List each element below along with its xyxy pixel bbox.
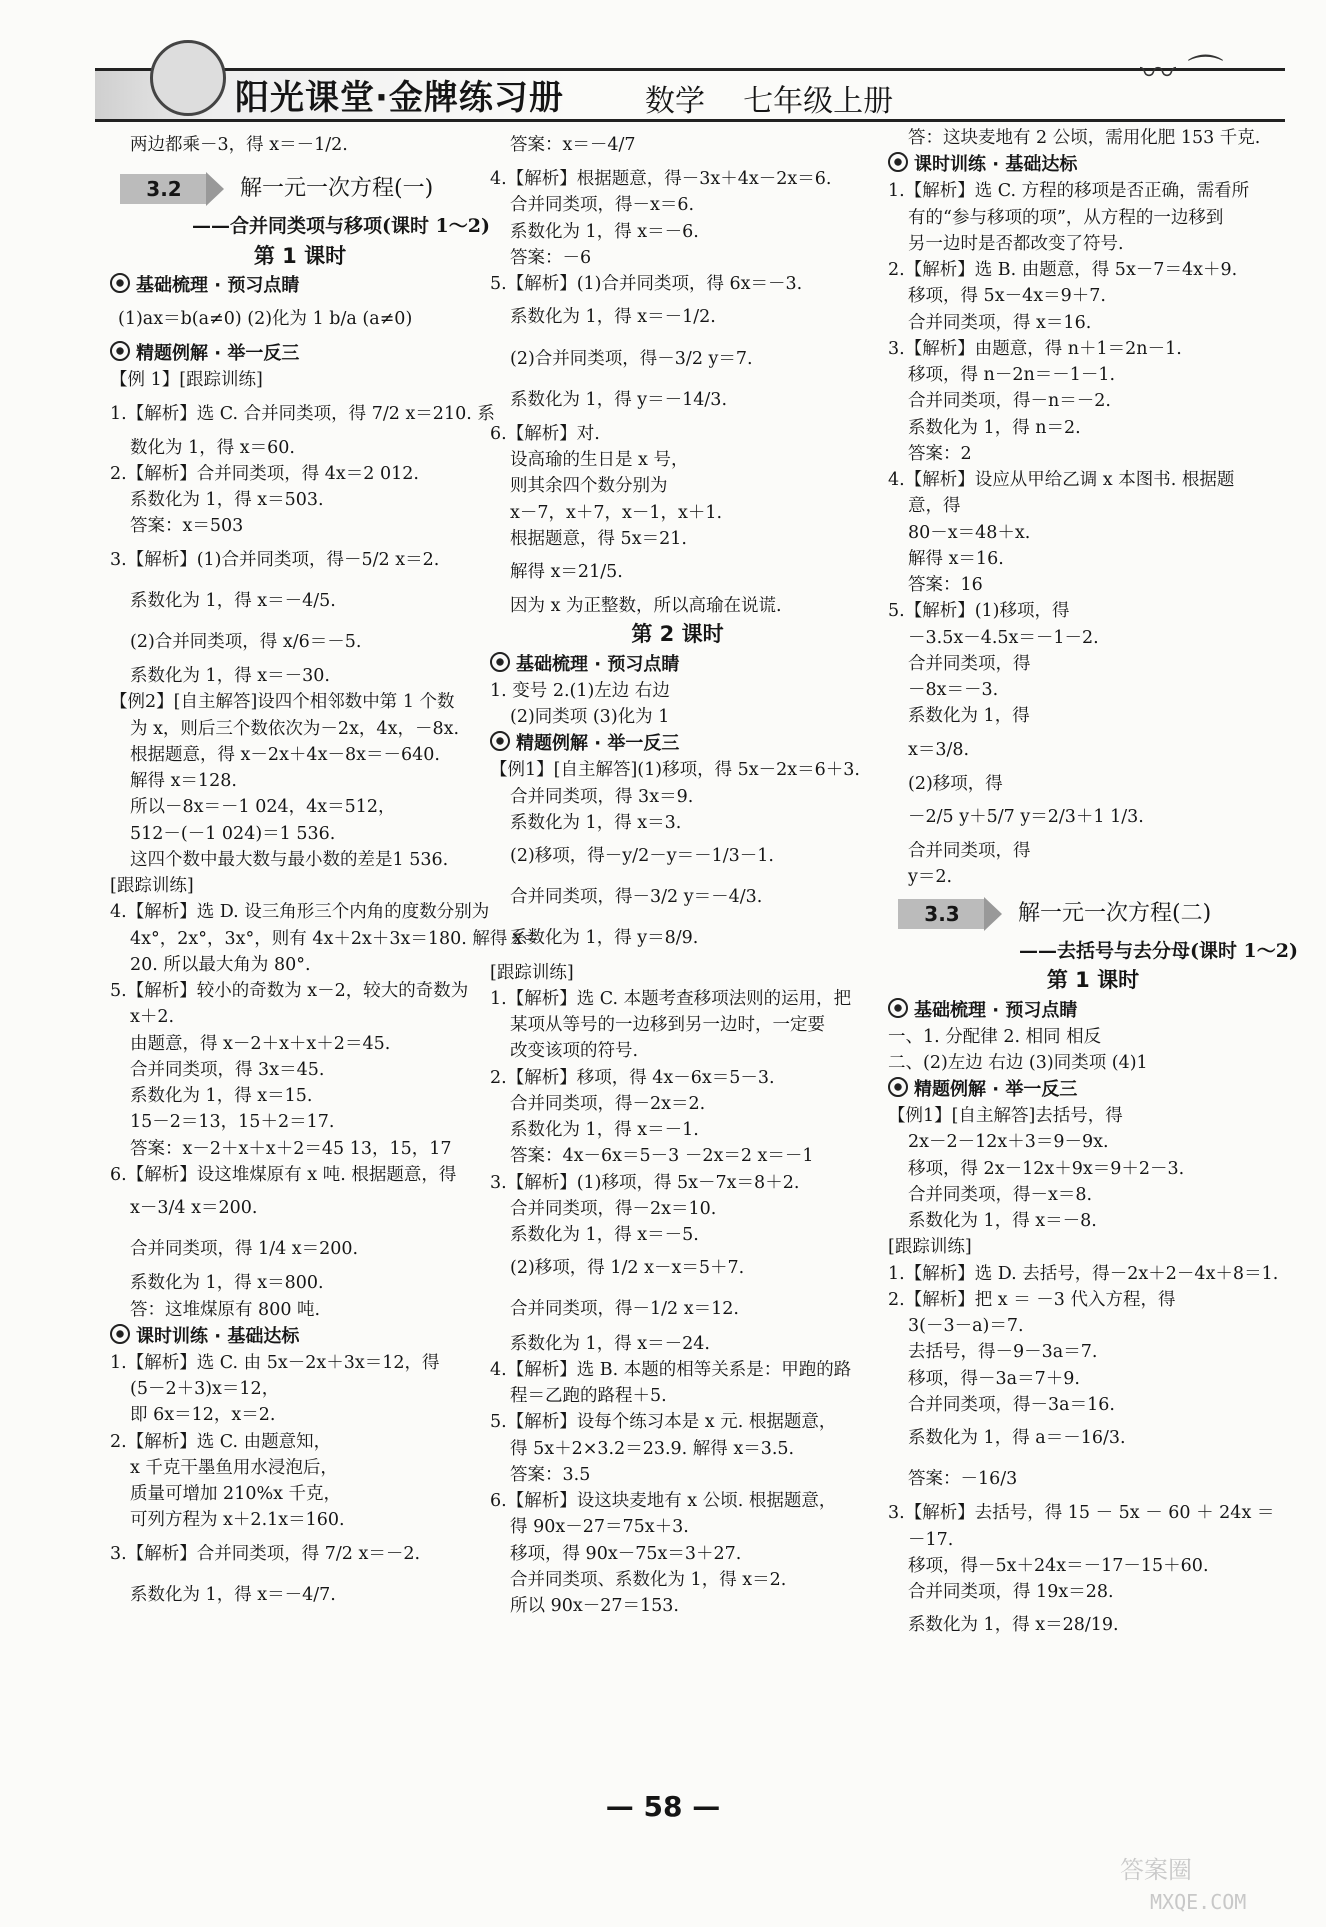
text-line: 2.【解析】合并同类项，得 4x＝2 012.: [110, 463, 419, 484]
text-line: 合并同类项，得 3x＝9.: [510, 786, 694, 807]
text-line: 数化为 1，得 x＝60.: [130, 437, 295, 458]
text-line: 4.【解析】设应从甲给乙调 x 本图书. 根据题: [888, 470, 1235, 490]
book-subject-grade: [645, 76, 893, 120]
badge-example: [888, 1076, 1298, 1103]
badge-practice: [110, 1323, 490, 1350]
text-line: (2)同类项 (3)化为 1: [510, 707, 670, 728]
text-line: 2.【解析】把 x ＝ －3 代入方程，得: [888, 1289, 1176, 1310]
text-line: 两边都乘－3，得 x＝－1/2.: [130, 135, 348, 155]
text-line: 由题意，得 x－2＋x＋x＋2＝45.: [130, 1033, 391, 1054]
text-line: 3.【解析】合并同类项，得 7/2 x＝－2.: [110, 1543, 421, 1564]
text-line: －2/5 y＋5/7 y＝2/3＋1 1/3.: [908, 806, 1144, 827]
text-line: 6.【解析】对.: [490, 423, 600, 444]
text-line: 解得 x＝128.: [130, 771, 237, 791]
text-line: 答案：－6: [510, 247, 592, 268]
text-line: 答案：2: [908, 443, 972, 464]
text-line: 5.【解析】(1)移项，得: [888, 601, 1070, 622]
badge-basic: [110, 272, 490, 299]
section-subtitle: ——合并同类项与移项(课时 1～2): [191, 215, 490, 238]
text-line: 系数化为 1，得 a＝－16/3.: [908, 1428, 1126, 1448]
watermark-url: MXQE.COM: [1150, 1890, 1247, 1914]
badge-icon: [490, 731, 510, 751]
text-line: 【例1】[自主解答](1)移项，得 5x－2x＝6＋3.: [490, 760, 860, 781]
text-line: 有的“参与移项的项”，从方程的一边移到: [908, 207, 1224, 228]
badge-icon: [888, 998, 908, 1018]
text-line: 系数化为 1，得 x＝－1/2.: [510, 307, 716, 328]
text-line: 另一边时是否都改变了符号.: [908, 233, 1124, 254]
section-title: 解一元一次方程(一): [240, 176, 434, 202]
grade: 七年级上册: [743, 84, 894, 119]
text-line: 移项，得－5x＋24x＝－17－15＋60.: [908, 1555, 1209, 1576]
text-line: 系数化为 1，得 x＝3.: [510, 812, 682, 833]
text-line: x＝3/8.: [908, 739, 970, 760]
text-line: 答案：3.5: [510, 1464, 591, 1485]
text-line: 程＝乙跑的路程＋5.: [510, 1386, 667, 1406]
text-line: 答案：x－2＋x＋x＋2＝45 13，15，17: [130, 1138, 452, 1159]
text-line: 系数化为 1，得 x＝－5.: [510, 1225, 699, 1245]
badge-label: 基础梳理 · 预习点睛: [516, 653, 680, 675]
badge-basic: [490, 651, 865, 678]
text-line: 系数化为 1，得: [908, 706, 1030, 727]
badge-icon: [888, 1077, 908, 1097]
text-line: 4.【解析】根据题意，得－3x＋4x－2x＝6.: [490, 169, 832, 190]
text-line: 1.【解析】选 C. 合并同类项，得 7/2 x＝210. 系: [110, 403, 495, 424]
text-line: 所以 90x－27＝153.: [510, 1596, 679, 1616]
text-line: 5.【解析】较小的奇数为 x－2，较大的奇数为: [110, 981, 469, 1001]
text-line: (2)移项，得 1/2 x－x＝5＋7.: [510, 1258, 745, 1279]
text-line: 合并同类项，得－3/2 y＝－4/3.: [510, 887, 763, 908]
text-line: 系数化为 1，得 x＝800.: [130, 1273, 324, 1294]
text-line: x－7，x＋7，x－1，x＋1.: [510, 502, 723, 523]
text-line: [跟踪训练]: [888, 1237, 972, 1258]
text-line: 二、(2)左边 右边 (3)同类项 (4)1: [888, 1052, 1148, 1073]
text-line: 得 90x－27＝75x＋3.: [510, 1517, 689, 1538]
text-line: 2.【解析】选 B. 由题意，得 5x－7＝4x＋9.: [888, 260, 1238, 280]
text-line: 20. 所以最大角为 80°.: [130, 954, 311, 975]
text-line: 系数化为 1，得 x＝－4/7.: [130, 1584, 336, 1605]
globe-icon: [150, 40, 226, 116]
text-line: 1.【解析】选 C. 本题考查移项法则的运用，把: [490, 988, 852, 1009]
text-line: 3.【解析】(1)合并同类项，得－5/2 x＝2.: [110, 549, 440, 570]
text-line: 这四个数中最大数与最小数的差是1 536.: [130, 849, 449, 870]
text-line: 1.【解析】选 D. 去括号，得－2x＋2－4x＋8＝1.: [888, 1263, 1279, 1284]
text-line: 一、1. 分配律 2. 相同 相反: [888, 1026, 1102, 1047]
text-line: 【例2】[自主解答]设四个相邻数中第 1 个数: [110, 692, 455, 713]
text-line: 合并同类项，得 19x＝28.: [908, 1582, 1114, 1602]
text-line: (1)ax＝b(a≠0) (2)化为 1 b/a (a≠0): [118, 309, 413, 330]
text-line: 系数化为 1，得 x＝－1.: [510, 1120, 699, 1140]
text-line: 根据题意，得 x－2x＋4x－8x＝－640.: [130, 744, 440, 765]
text-line: 答案：－16/3: [908, 1469, 1018, 1490]
text-line: 2.【解析】选 C. 由题意知，: [110, 1431, 332, 1452]
text-line: 【例1】[自主解答]去括号，得: [888, 1106, 1123, 1126]
badge-label: 基础梳理 · 预习点睛: [136, 275, 300, 297]
text-line: 所以－8x＝－1 024，4x＝512，: [130, 797, 396, 818]
text-line: 移项，得－3a＝7＋9.: [908, 1368, 1080, 1389]
text-line: 3.【解析】去括号，得 15 － 5x － 60 ＋ 24x ＝: [888, 1503, 1275, 1524]
text-line: 系数化为 1，得 x＝－4/5.: [130, 590, 336, 611]
text-line: 为 x，则后三个数依次为－2x，4x，－8x.: [130, 718, 460, 739]
text-line: 合并同类项，得 1/4 x＝200.: [130, 1239, 359, 1260]
text-line: 合并同类项、系数化为 1，得 x＝2.: [510, 1569, 787, 1590]
text-line: 系数化为 1，得 y＝－14/3.: [510, 389, 728, 410]
text-line: 设高瑜的生日是 x 号，: [510, 450, 689, 470]
section-heading: [110, 166, 490, 212]
badge-label: 精题例解 · 举一反三: [914, 1079, 1078, 1100]
badge-icon: [110, 1324, 130, 1344]
text-line: 合并同类项，得: [908, 841, 1031, 861]
text-line: －17.: [908, 1529, 954, 1550]
text-line: 合并同类项，得－1/2 x＝12.: [510, 1299, 739, 1320]
text-line: 质量可增加 210%x 千克，: [130, 1484, 342, 1504]
badge-practice: [888, 151, 1298, 178]
text-line: x－3/4 x＝200.: [130, 1198, 258, 1218]
text-line: (2)移项，得: [908, 773, 1003, 794]
text-line: －3.5x－4.5x＝－1－2.: [908, 627, 1099, 648]
badge-label: 课时训练 · 基础达标: [136, 1325, 300, 1347]
text-line: 系数化为 1，得 x＝－24.: [510, 1333, 710, 1354]
text-line: 可列方程为 x＋2.1x＝160.: [130, 1510, 345, 1531]
text-line: 系数化为 1，得 y＝8/9.: [510, 928, 699, 949]
text-line: (2)合并同类项，得 x/6＝－5.: [130, 631, 362, 652]
badge-label: 课时训练 · 基础达标: [914, 154, 1078, 176]
text-line: 合并同类项，得 3x＝45.: [130, 1059, 325, 1080]
column-3: [888, 125, 1298, 1646]
lesson-title: 第 1 课时: [1046, 968, 1140, 992]
text-line: 1. 变号 2.(1)左边 右边: [490, 680, 670, 701]
text-line: 6.【解析】设这堆煤原有 x 吨. 根据题意，得: [110, 1164, 457, 1185]
page-number: — 58 —: [605, 1790, 721, 1823]
text-line: 合并同类项，得: [908, 653, 1031, 674]
text-line: [跟踪训练]: [110, 876, 194, 896]
column-2: [490, 125, 865, 1619]
badge-label: 精题例解 · 举一反三: [516, 733, 680, 755]
text-line: [跟踪训练]: [490, 962, 574, 983]
text-line: 合并同类项，得－x＝8.: [908, 1184, 1093, 1205]
text-line: 系数化为 1，得 x＝503.: [130, 490, 324, 511]
badge-icon: [110, 341, 130, 361]
text-line: x＋2.: [130, 1007, 175, 1028]
arrow-icon: [984, 897, 1002, 931]
text-line: 15－2＝13，15＋2＝17.: [130, 1112, 335, 1133]
text-line: 1.【解析】选 C. 由 5x－2x＋3x＝12，得: [110, 1352, 440, 1373]
lesson-title: 第 1 课时: [253, 243, 347, 268]
text-line: 去括号，得－9－3a＝7.: [908, 1342, 1098, 1363]
text-line: 系数化为 1，得 x＝15.: [130, 1086, 313, 1106]
text-line: 系数化为 1，得 x＝－8.: [908, 1211, 1097, 1231]
text-line: x 千克干墨鱼用水浸泡后，: [130, 1457, 338, 1478]
text-line: 5.【解析】(1)合并同类项，得 6x＝－3.: [490, 274, 803, 295]
book-title: 阳光课堂·金牌练习册: [235, 78, 564, 118]
text-line: 1.【解析】选 C. 方程的移项是否正确，需看所: [888, 181, 1250, 202]
text-line: 合并同类项，得－x＝6.: [510, 195, 695, 216]
badge-icon: [888, 152, 908, 172]
badge-label: 基础梳理 · 预习点睛: [914, 999, 1078, 1021]
page-header: [95, 40, 1285, 122]
section-title: 解一元一次方程(二): [1018, 900, 1212, 926]
text-line: 某项从等号的一边移到另一边时，一定要: [510, 1015, 825, 1035]
text-line: 答：这堆煤原有 800 吨.: [130, 1299, 321, 1320]
text-line: 则其余四个数分别为: [510, 476, 668, 497]
text-line: 512－(－1 024)＝1 536.: [130, 823, 336, 844]
text-line: 移项，得 n－2n＝－1－1.: [908, 365, 1116, 385]
badge-example: [490, 730, 865, 757]
text-line: 4x°，2x°，3x°，则有 4x＋2x＋3x＝180. 解得 x＝: [130, 928, 541, 949]
text-line: 2x－2－12x＋3＝9－9x.: [908, 1132, 1109, 1153]
text-line: 答案：x＝－4/7: [510, 135, 636, 155]
text-line: 移项，得 90x－75x＝3＋27.: [510, 1543, 742, 1564]
text-line: 6.【解析】设这块麦地有 x 公顷. 根据题意，: [490, 1491, 837, 1511]
text-line: 改变该项的符号.: [510, 1041, 639, 1062]
badge-example: [110, 340, 490, 367]
text-line: 意，得: [908, 496, 961, 517]
text-line: 答案：16: [908, 575, 983, 595]
text-line: －8x＝－3.: [908, 680, 999, 700]
text-line: 合并同类项，得－2x＝2.: [510, 1093, 706, 1114]
text-line: 系数化为 1，得 x＝28/19.: [908, 1615, 1119, 1636]
section-number: 3.2: [120, 174, 208, 204]
subject: 数学: [645, 84, 705, 119]
text-line: 合并同类项，得－n＝－2.: [908, 391, 1111, 412]
text-line: 因为 x 为正整数，所以高瑜在说谎.: [510, 596, 782, 617]
text-line: (5－2＋3)x＝12，: [130, 1379, 280, 1399]
watermark-logo: 答案圈: [1120, 1856, 1192, 1884]
section-subtitle: ——去括号与去分母(课时 1～2): [1018, 939, 1298, 962]
text-line: 答案：x＝503: [130, 516, 244, 537]
text-line: 3.【解析】(1)移项，得 5x－7x＝8＋2.: [490, 1172, 800, 1193]
section-heading: [888, 891, 1298, 937]
badge-icon: [110, 273, 130, 293]
text-line: y＝2.: [908, 867, 953, 888]
text-line: 系数化为 1，得 x＝－30.: [130, 666, 330, 686]
text-line: 系数化为 1，得 x＝－6.: [510, 221, 699, 242]
text-line: 答案：4x－6x＝5－3 －2x＝2 x＝－1: [510, 1146, 814, 1167]
text-line: 80－x＝48＋x.: [908, 522, 1031, 543]
text-line: 3(－3－a)＝7.: [908, 1316, 1024, 1336]
badge-basic: [888, 997, 1298, 1024]
text-line: 4.【解析】选 D. 设三角形三个内角的度数分别为: [110, 902, 490, 923]
text-line: 移项，得 5x－4x＝9＋7.: [908, 286, 1106, 307]
lesson-title: 第 2 课时: [631, 622, 724, 647]
text-line: 4.【解析】选 B. 本题的相等关系是：甲跑的路: [490, 1359, 852, 1380]
text-line: 解得 x＝16.: [908, 548, 1004, 569]
text-line: 5.【解析】设每个练习本是 x 元. 根据题意，: [490, 1412, 837, 1433]
arrow-icon: [206, 172, 224, 206]
text-line: 2.【解析】移项，得 4x－6x＝5－3.: [490, 1067, 775, 1088]
column-1: [110, 125, 541, 1616]
text-line: (2)合并同类项，得－3/2 y＝7.: [510, 348, 753, 369]
text-line: 3.【解析】由题意，得 n＋1＝2n－1.: [888, 338, 1182, 359]
text-line: 系数化为 1，得 n＝2.: [908, 417, 1081, 438]
badge-icon: [490, 652, 510, 672]
text-line: 根据题意，得 5x＝21.: [510, 528, 687, 549]
text-line: 合并同类项，得－2x＝10.: [510, 1198, 717, 1219]
text-line: 【例 1】[跟踪训练]: [110, 370, 263, 391]
text-line: (2)移项，得－y/2－y＝－1/3－1.: [510, 846, 774, 867]
text-line: 得 5x＋2×3.2＝23.9. 解得 x＝3.5.: [510, 1438, 795, 1459]
text-line: 合并同类项，得 x＝16.: [908, 312, 1092, 333]
text-line: 即 6x＝12，x＝2.: [130, 1405, 276, 1426]
section-number: 3.3: [898, 899, 986, 929]
birds-icon: 〰 ⌒: [1140, 53, 1224, 94]
badge-label: 精题例解 · 举一反三: [136, 343, 300, 365]
text-line: 答：这块麦地有 2 公顷，需用化肥 153 千克.: [908, 128, 1261, 148]
text-line: 合并同类项，得－3a＝16.: [908, 1394, 1115, 1415]
text-line: 移项，得 2x－12x＋9x＝9＋2－3.: [908, 1158, 1185, 1179]
text-line: 解得 x＝21/5.: [510, 562, 623, 582]
